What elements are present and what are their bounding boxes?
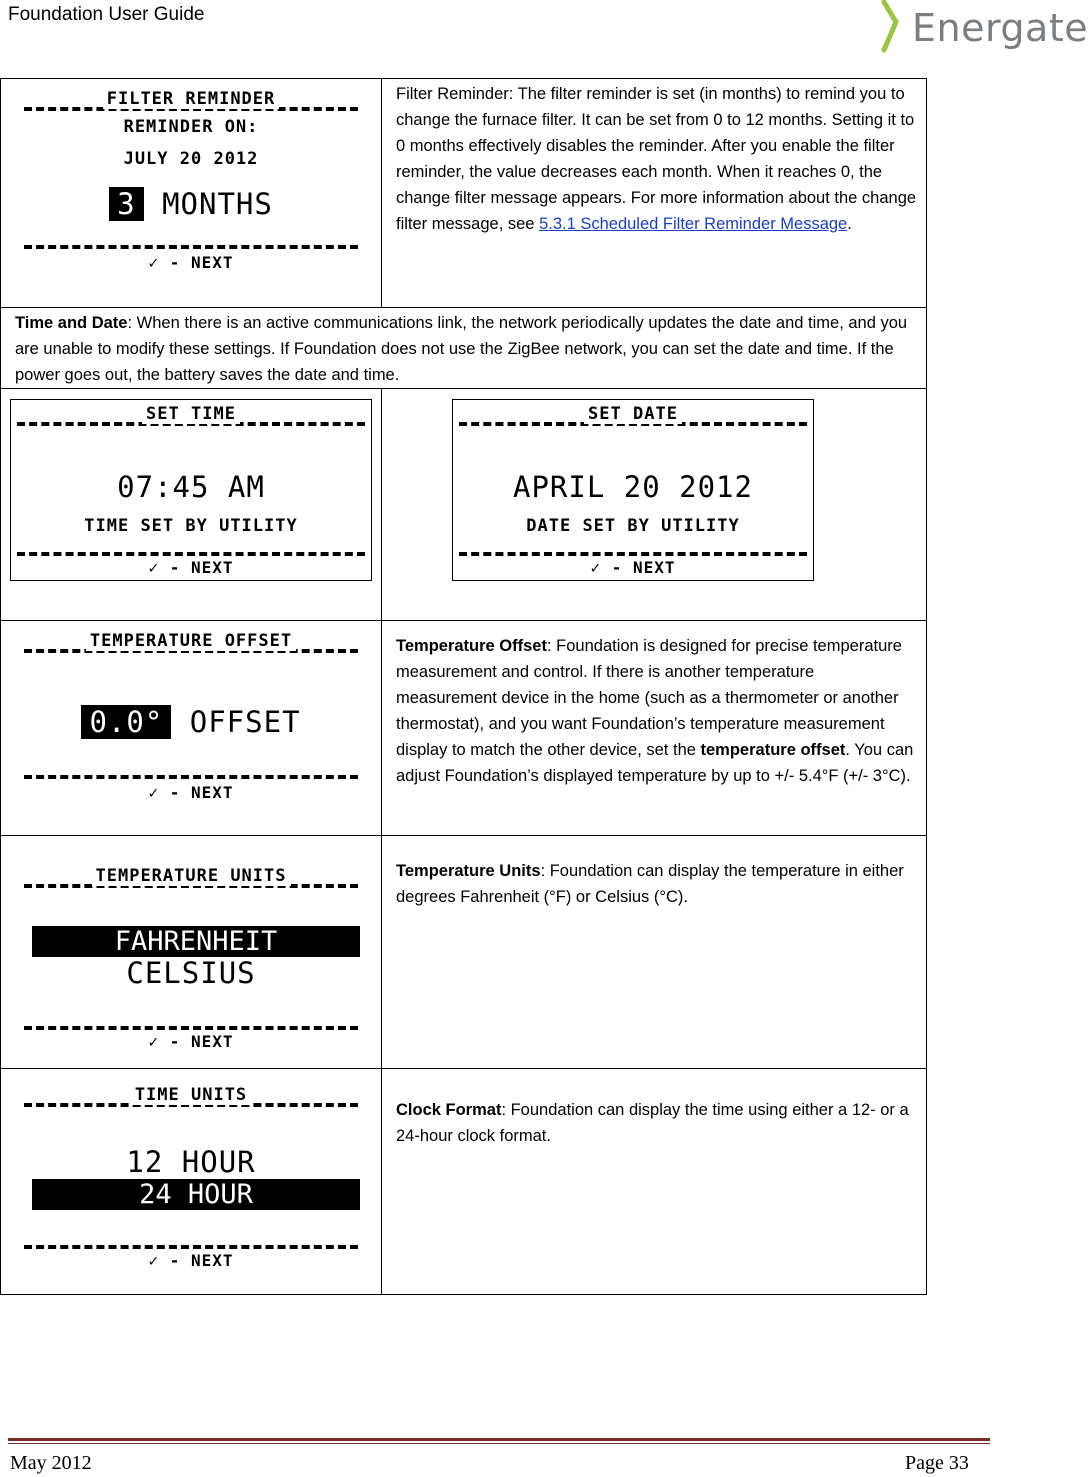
lcd-title: TEMPERATURE OFFSET	[86, 631, 296, 651]
lcd-reminder-on: REMINDER ON:	[123, 117, 259, 137]
lcd-next-hint: ✓ - NEXT	[148, 1251, 234, 1270]
settings-table	[0, 78, 927, 1295]
lcd-date-value: APRIL 20 2012	[513, 470, 753, 504]
lcd-date-sub: DATE SET BY UTILITY	[526, 516, 740, 536]
lcd-option: 12 HOUR	[126, 1145, 256, 1179]
set-time-lcd-cell	[1, 389, 382, 621]
filter-description-cell	[382, 79, 927, 308]
footer-rule-thin	[8, 1443, 990, 1444]
lcd-next-hint: ✓ - NEXT	[590, 558, 676, 577]
lcd-months-value	[18, 187, 364, 221]
filter-lcd-screen	[18, 83, 364, 283]
logo-text: Energate	[912, 6, 1088, 50]
document-header-title: Foundation User Guide	[8, 4, 205, 25]
units-description-cell	[382, 836, 927, 1069]
footer-rule	[8, 1438, 990, 1441]
footer-date: May 2012	[10, 1452, 92, 1474]
lcd-title: SET TIME	[142, 404, 240, 424]
clock-description-cell	[382, 1069, 927, 1295]
lcd-option-selected: FAHRENHEIT	[32, 926, 360, 957]
footer-page-number: Page 33	[905, 1452, 969, 1474]
filter-lcd-cell	[1, 79, 382, 308]
units-description: Temperature Units: Foundation can display the temperature in either degrees Fahrenheit (°F) or Celsius (°C).	[396, 862, 904, 906]
set-date-lcd-cell	[382, 389, 927, 621]
lcd-title: SET DATE	[584, 404, 682, 424]
lcd-unit-label: MONTHS	[162, 187, 273, 221]
lcd-option-selected: 24 HOUR	[32, 1179, 360, 1210]
lcd-next-hint: ✓ - NEXT	[148, 558, 234, 577]
lcd-option: CELSIUS	[126, 956, 256, 990]
set-date-lcd-screen	[452, 399, 814, 581]
offset-description-cell	[382, 621, 927, 836]
lcd-next-hint: ✓ - NEXT	[148, 783, 234, 802]
time-date-cell	[1, 308, 927, 389]
lcd-time-sub: TIME SET BY UTILITY	[84, 516, 298, 536]
lcd-next-hint: ✓ - NEXT	[148, 1032, 234, 1051]
filter-description: Filter Reminder: The filter reminder is set (in months) to remind you to change the furnace filter. It can be set from 0 to 12 months. Setting it to 0 months effectively disables the reminder. After you enable the filter reminder, the value decreases each month. When it reaches 0, the change filter message appears. For more information about the change filter message, see 5.3.1 Scheduled Filter Reminder Message.	[396, 85, 917, 233]
lcd-title: TEMPERATURE UNITS	[92, 866, 291, 886]
lcd-title: TIME UNITS	[131, 1085, 251, 1105]
offset-description: Temperature Offset: Foundation is designed for precise temperature measurement and control. If there is another temperature measurement device in the home (such as a thermometer or another thermostat), and you want Foundation’s temperature measurement display to match the other device, set the temperature offset. You can adjust Foundation’s displayed temperature by up to +/- 5.4°F (+/- 3°C).	[396, 637, 914, 785]
offset-lcd-screen	[18, 625, 364, 825]
lcd-time-value: 07:45 AM	[117, 470, 265, 504]
energate-logo	[878, 0, 1088, 56]
clock-lcd-cell	[1, 1069, 382, 1295]
lcd-selected-value: 3	[109, 187, 143, 221]
lcd-offset-row	[18, 705, 364, 739]
lcd-reminder-date: JULY 20 2012	[123, 149, 259, 169]
time-date-description: Time and Date: When there is an active communications link, the network periodically updates the date and time, and you are unable to modify these settings. If Foundation does not use the ZigBee network, you can set the date and time. If the power goes out, the battery saves the date and time.	[15, 314, 908, 384]
clock-lcd-screen	[18, 1073, 364, 1288]
set-time-lcd-screen	[10, 399, 372, 581]
filter-reminder-link[interactable]: 5.3.1 Scheduled Filter Reminder Message	[539, 215, 848, 233]
offset-lcd-cell	[1, 621, 382, 836]
clock-description: Clock Format: Foundation can display the time using either a 12- or a 24-hour clock format.	[396, 1101, 909, 1145]
units-lcd-cell	[1, 836, 382, 1069]
lcd-next-hint: ✓ - NEXT	[148, 253, 234, 272]
lcd-offset-label: OFFSET	[189, 705, 301, 739]
units-lcd-screen	[18, 840, 364, 1065]
lcd-offset-value: 0.0°	[81, 705, 171, 739]
lcd-title: FILTER REMINDER	[18, 89, 364, 109]
